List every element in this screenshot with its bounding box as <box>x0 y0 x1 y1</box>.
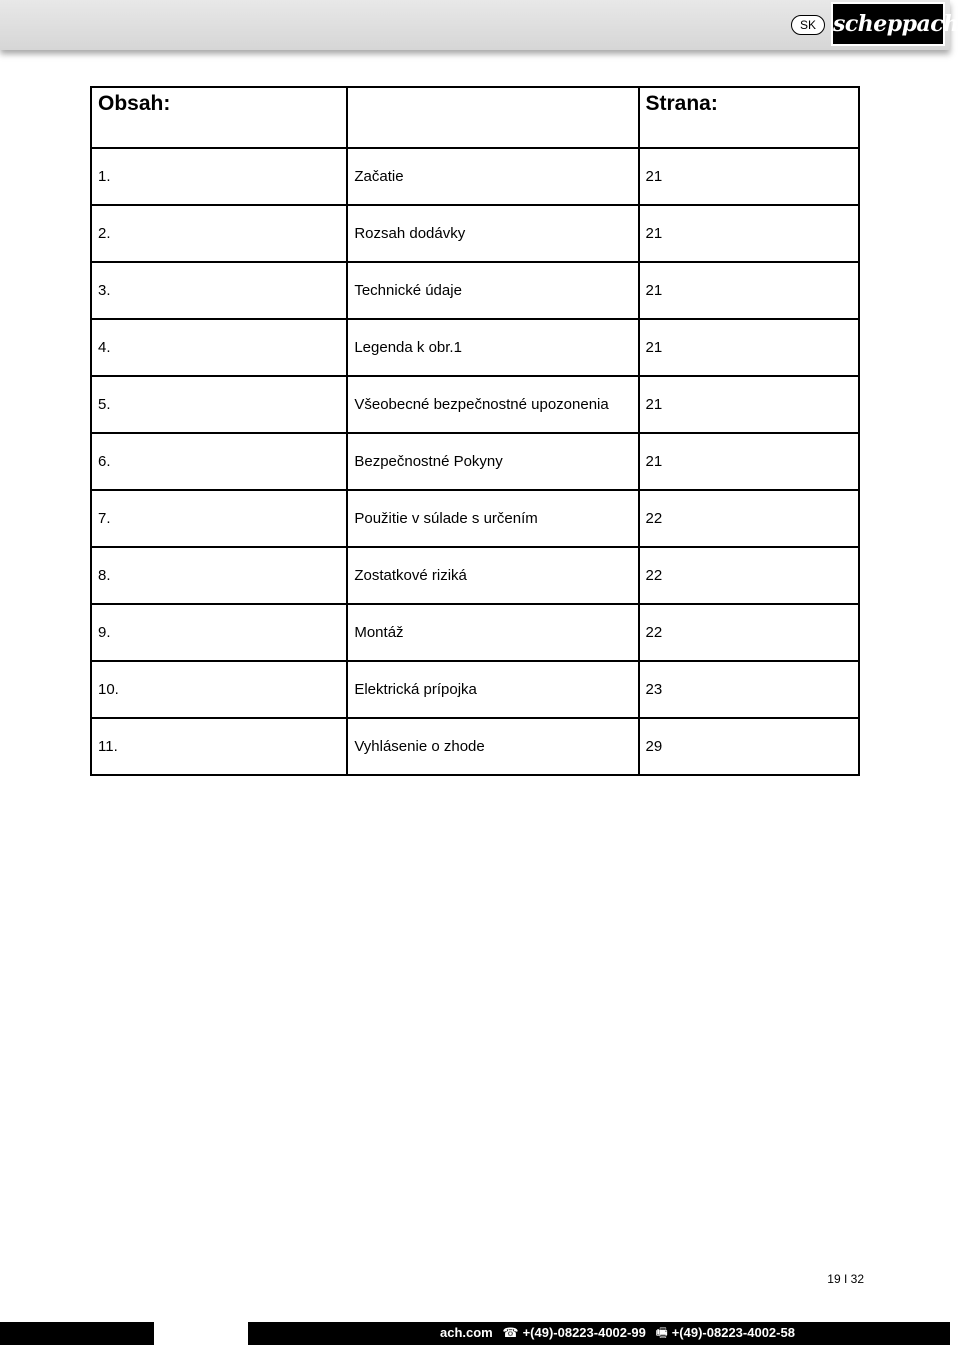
table-row <box>91 547 859 604</box>
section-title: Technické údaje <box>347 262 638 319</box>
section-page: 21 <box>639 319 860 376</box>
section-number: 3. <box>91 262 347 319</box>
footer-contact <box>440 1322 801 1345</box>
table-row <box>91 718 859 775</box>
toc-header-row <box>91 87 859 148</box>
section-page: 22 <box>639 490 860 547</box>
section-title: Všeobecné bezpečnostné upozonenia <box>347 376 638 433</box>
section-title: Zostatkové riziká <box>347 547 638 604</box>
language-badge: SK <box>791 15 825 35</box>
section-page: 29 <box>639 718 860 775</box>
section-title: Elektrická prípojka <box>347 661 638 718</box>
section-page: 21 <box>639 262 860 319</box>
section-title: Legenda k obr.1 <box>347 319 638 376</box>
table-row <box>91 262 859 319</box>
section-page: 21 <box>639 205 860 262</box>
table-row <box>91 376 859 433</box>
section-title: Začatie <box>347 148 638 205</box>
section-title: Bezpečnostné Pokyny <box>347 433 638 490</box>
section-page: 22 <box>639 547 860 604</box>
section-number: 4. <box>91 319 347 376</box>
table-row <box>91 433 859 490</box>
footer-website: ach.com <box>440 1325 493 1340</box>
table-row <box>91 604 859 661</box>
table-row <box>91 490 859 547</box>
table-row <box>91 205 859 262</box>
section-number: 9. <box>91 604 347 661</box>
footer-gap <box>154 1322 248 1345</box>
section-page: 21 <box>639 148 860 205</box>
footer-fax: +(49)-08223-4002-58 <box>671 1325 795 1340</box>
table-row <box>91 148 859 205</box>
toc-heading-blank <box>347 87 638 148</box>
table-of-contents <box>90 86 860 776</box>
fax-icon: 🖷 <box>655 1325 668 1340</box>
section-page: 23 <box>639 661 860 718</box>
section-title: Montáž <box>347 604 638 661</box>
section-title: Použitie v súlade s určením <box>347 490 638 547</box>
page-number: 19 I 32 <box>827 1272 864 1286</box>
section-number: 2. <box>91 205 347 262</box>
section-number: 6. <box>91 433 347 490</box>
scheppach-logo: scheppach <box>831 2 945 46</box>
section-number: 1. <box>91 148 347 205</box>
section-number: 8. <box>91 547 347 604</box>
footer-bar <box>0 1322 950 1345</box>
table-row <box>91 319 859 376</box>
section-number: 7. <box>91 490 347 547</box>
section-title: Vyhlásenie o zhode <box>347 718 638 775</box>
section-number: 10. <box>91 661 347 718</box>
phone-icon: ☎ <box>502 1325 519 1340</box>
section-number: 11. <box>91 718 347 775</box>
header-bar <box>0 0 959 50</box>
section-page: 22 <box>639 604 860 661</box>
section-title: Rozsah dodávky <box>347 205 638 262</box>
table-row <box>91 661 859 718</box>
toc-page-heading: Strana: <box>639 87 860 148</box>
toc-heading: Obsah: <box>91 87 347 148</box>
section-number: 5. <box>91 376 347 433</box>
footer-phone: +(49)-08223-4002-99 <box>522 1325 646 1340</box>
section-page: 21 <box>639 376 860 433</box>
section-page: 21 <box>639 433 860 490</box>
